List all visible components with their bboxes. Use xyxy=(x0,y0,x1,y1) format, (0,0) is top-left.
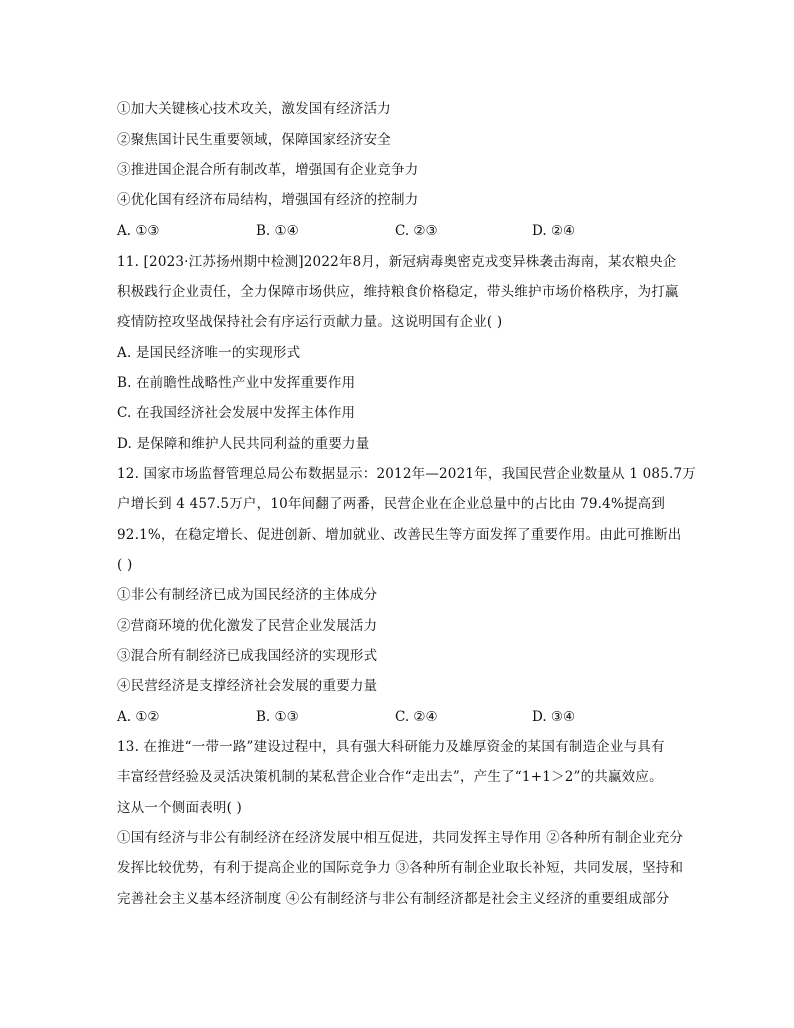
q12-options xyxy=(117,707,677,727)
q12-answer-bracket: ( ) xyxy=(117,557,133,573)
q12-statement-1: ①非公有制经济已成为国民经济的主体成分 xyxy=(117,587,378,603)
q11-option-c: C. 在我国经济社会发展中发挥主体作用 xyxy=(117,405,356,421)
q13-stem-line-2: 丰富经营经验及灵活决策机制的某私营企业合作“走出去”，产生了“1+1＞2”的共赢效应。 xyxy=(117,769,663,785)
q10-statement-1: ①加大关键核心技术攻关，激发国有经济活力 xyxy=(117,101,391,117)
q10-statement-2: ②聚焦国计民生重要领域，保障国家经济安全 xyxy=(117,132,391,148)
q11-option-a: A. 是国民经济唯一的实现形式 xyxy=(117,345,301,361)
q12-statement-4: ④民营经济是支撑经济社会发展的重要力量 xyxy=(117,678,378,694)
q12-stem-line-2: 户增长到 4 457.5万户，10年间翻了两番，民营企业在企业总量中的占比由 79.4%提高到 xyxy=(117,496,666,512)
q13-statements-line-1: ①国有经济与非公有制经济在经济发展中相互促进，共同发挥主导作用 ②各种所有制企业充分 xyxy=(117,830,684,846)
q12-option-b: B. ①③ xyxy=(256,709,299,725)
q12-option-c: C. ②④ xyxy=(395,709,438,725)
q11-option-b: B. 在前瞻性战略性产业中发挥重要作用 xyxy=(117,375,356,391)
q12-statement-3: ③混合所有制经济已成我国经济的实现形式 xyxy=(117,648,378,664)
q10-option-b: B. ①④ xyxy=(256,223,299,239)
q10-option-c: C. ②③ xyxy=(395,223,438,239)
q10-options xyxy=(117,221,677,241)
q12-stem-line-3: 92.1%，在稳定增长、促进创新、增加就业、改善民生等方面发挥了重要作用。由此可推断出 xyxy=(117,527,682,543)
q11-stem-line-2: 积极践行企业责任，全力保障市场供应，维持粮食价格稳定，带头维护市场价格秩序，为打赢 xyxy=(117,284,679,300)
q12-option-a: A. ①② xyxy=(117,709,160,725)
q10-statement-4: ④优化国有经济布局结构，增强国有经济的控制力 xyxy=(117,192,419,208)
q13-stem-line-1: 13. 在推进“一带一路”建设过程中，具有强大科研能力及雄厚资金的某国有制造企业与具有 xyxy=(117,739,665,755)
q10-option-d: D. ②④ xyxy=(532,223,576,239)
q11-stem-line-1: 11. [2023·江苏扬州期中检测]2022年8月，新冠病毒奥密克戎变异株袭击海南，某农粮央企 xyxy=(117,254,677,270)
q12-stem-line-1: 12. 国家市场监督管理总局公布数据显示：2012年—2021年，我国民营企业数量从 1 085.7万 xyxy=(117,466,696,482)
q13-stem-line-3: 这从一个侧面表明( ) xyxy=(117,800,243,816)
q11-option-d: D. 是保障和维护人民共同利益的重要力量 xyxy=(117,436,370,452)
q13-statements-line-3: 完善社会主义基本经济制度 ④公有制经济与非公有制经济都是社会主义经济的重要组成部分 xyxy=(117,891,670,907)
q10-option-a: A. ①③ xyxy=(117,223,160,239)
q12-option-d: D. ③④ xyxy=(532,709,576,725)
q12-statement-2: ②营商环境的优化激发了民营企业发展活力 xyxy=(117,618,378,634)
q11-stem-line-3: 疫情防控攻坚战保持社会有序运行贡献力量。这说明国有企业( ) xyxy=(117,314,503,330)
q10-statement-3: ③推进国企混合所有制改革，增强国有企业竞争力 xyxy=(117,162,419,178)
q13-statements-line-2: 发挥比较优势，有利于提高企业的国际竞争力 ③各种所有制企业取长补短，共同发展，坚持和 xyxy=(117,860,684,876)
